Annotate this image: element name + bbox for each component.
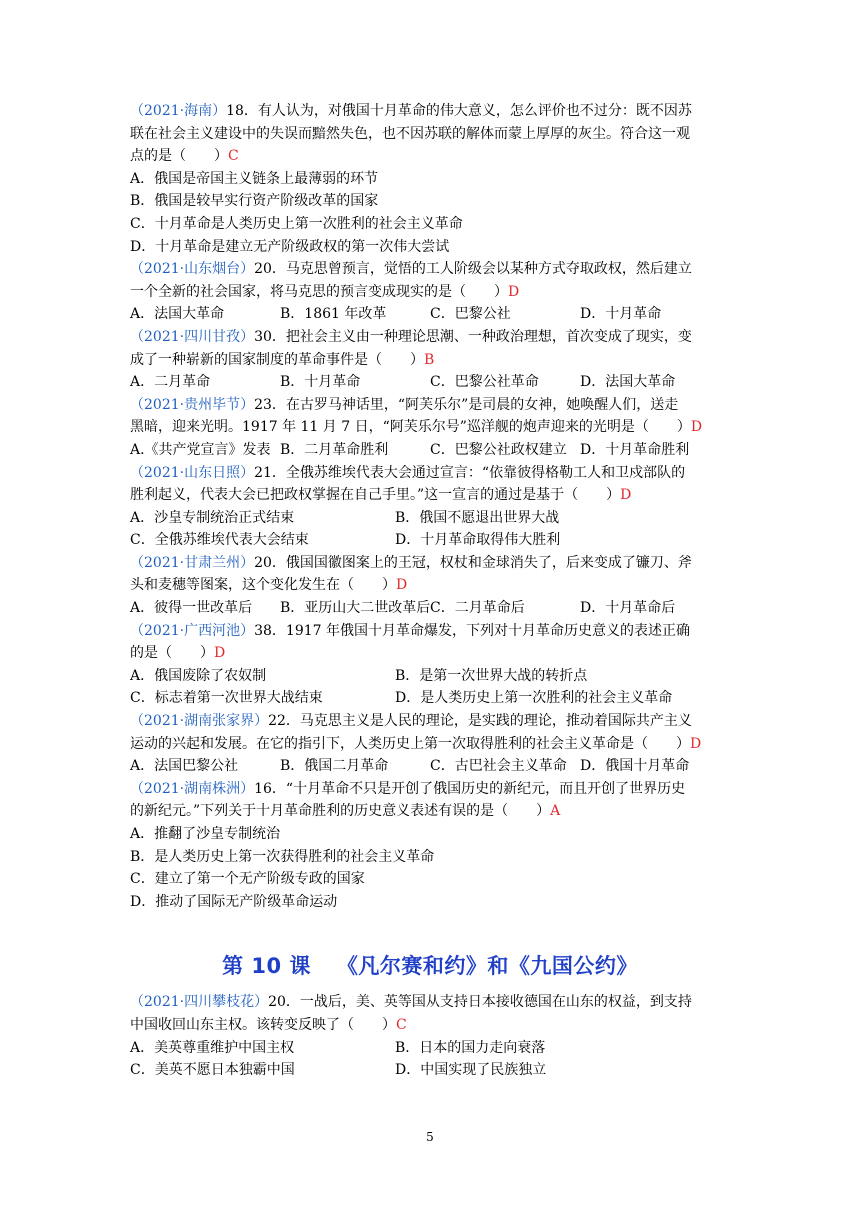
options-row <box>130 687 730 710</box>
question-stem-line <box>130 1014 730 1037</box>
question-source: （2021·湖南张家界） <box>130 713 269 730</box>
question-source: （2021·海南） <box>130 103 227 119</box>
question-source: （2021·甘肃兰州） <box>130 554 255 571</box>
option: D．十月革命后 <box>580 600 676 617</box>
answer-key: D <box>214 645 226 662</box>
option: C．全俄苏维埃代表大会结束 <box>130 532 309 549</box>
question-source: （2021·湖南株洲） <box>130 780 255 797</box>
option: B．二月革命胜利 <box>280 441 389 458</box>
options-row <box>130 755 730 778</box>
options-row <box>130 371 730 394</box>
question-stem-line <box>130 642 730 665</box>
question-text: 30．把社会主义由一种理论思潮、一种政治理想，首次变成了现实，变 <box>254 328 692 345</box>
question-text: 中国收回山东主权。该转变反映了（ ） <box>130 1016 396 1033</box>
option: B．是人类历史上第一次获得胜利的社会主义革命 <box>130 848 435 865</box>
option: D．十月革命 <box>580 306 662 323</box>
options-row <box>130 507 730 530</box>
question-stem-line <box>130 620 730 643</box>
option: D．是人类历史上第一次胜利的社会主义革命 <box>395 690 673 707</box>
question-stem-line <box>130 462 730 485</box>
question-source: （2021·广西河池） <box>130 622 255 639</box>
option: C．巴黎公社 <box>430 306 511 323</box>
answer-key: C <box>396 1016 407 1033</box>
question-text: 18．有人认为，对俄国十月革命的伟大意义，怎么评价也不过分：既不因苏 <box>226 103 692 119</box>
question-source: （2021·山东日照） <box>130 464 255 481</box>
option: C．二月革命后 <box>430 600 525 617</box>
question-text: 一个全新的社会国家，将马克思的预言变成现实的是（ ） <box>130 283 508 300</box>
answer-key: C <box>228 148 239 165</box>
option: A．推翻了沙皇专制统治 <box>130 826 281 842</box>
options-row <box>130 597 730 620</box>
question <box>130 326 730 394</box>
question-stem-line <box>130 394 730 417</box>
question-text: 联在社会主义建设中的失误而黯然失色，也不因苏联的解体而蒙上厚厚的灰尘。符合这一观 <box>130 125 690 142</box>
option: B．俄国二月革命 <box>280 758 389 775</box>
option: C．美英不愿日本独霸中国 <box>130 1062 295 1079</box>
page-number: 5 <box>426 1130 434 1144</box>
question-stem-line <box>130 326 730 349</box>
question-stem-line <box>130 574 730 597</box>
question-source: （2021·山东烟台） <box>130 261 255 278</box>
question-stem-line <box>130 416 730 439</box>
option: A．沙皇专制统治正式结束 <box>130 509 295 526</box>
option: C．古巴社会主义革命 <box>430 758 567 775</box>
question-text: 黑暗，迎来光明。1917 年 11 月 7 日，“阿芙乐尔号”巡洋舰的炮声迎来的光明是（ ） <box>130 419 691 436</box>
question-stem-line <box>130 145 730 168</box>
option: D．推动了国际无产阶级革命运动 <box>130 893 338 910</box>
option: A．彼得一世改革后 <box>130 600 253 617</box>
question-text: 20．马克思曾预言，觉悟的工人阶级会以某种方式夺取政权，然后建立 <box>254 261 692 278</box>
question-text: 运动的兴起和发展。在它的指引下，人类历史上第一次取得胜利的社会主义革命是（ ） <box>130 735 690 752</box>
options-row <box>130 439 730 462</box>
question-stem-line <box>130 991 730 1014</box>
option: B．1861 年改革 <box>280 306 387 323</box>
answer-key: D <box>690 735 702 752</box>
question-stem-line <box>130 733 730 756</box>
question-text: 21．全俄苏维埃代表大会通过宣言：“依靠彼得格勒工人和卫戍部队的 <box>254 464 686 481</box>
option: D．俄国十月革命 <box>580 758 690 775</box>
question-text: 20．俄国国徽图案上的王冠，权杖和金球消失了，后来变成了镰刀、斧 <box>254 554 692 571</box>
question-text: 22．马克思主义是人民的理论，是实践的理论，推动着国际共产主义 <box>268 713 692 730</box>
option: B．十月革命 <box>280 374 361 391</box>
option: D．十月革命取得伟大胜利 <box>395 532 561 549</box>
option: A．美英尊重维护中国主权 <box>130 1039 295 1056</box>
answer-key: B <box>424 351 435 368</box>
options-row <box>130 529 730 552</box>
question-stem-line <box>130 710 730 733</box>
option: B．俄国是较早实行资产阶级改革的国家 <box>130 193 379 210</box>
question-text: 38．1917 年俄国十月革命爆发，下列对十月革命历史意义的表述正确 <box>254 622 690 639</box>
question-source: （2021·四川甘孜） <box>130 328 255 345</box>
question <box>130 462 730 552</box>
answer-key: D <box>620 487 632 504</box>
option: D．中国实现了民族独立 <box>395 1062 547 1079</box>
question-text: 的新纪元。”下列关于十月革命胜利的历史意义表述有误的是（ ） <box>130 803 551 820</box>
options-row <box>130 303 730 326</box>
question-stem-line <box>130 258 730 281</box>
question-stem-line <box>130 484 730 507</box>
page-content <box>130 100 730 1082</box>
question-source: （2021·贵州毕节） <box>130 396 255 413</box>
answer-key: D <box>396 577 408 594</box>
question-text: 23．在古罗马神话里，“阿芙乐尔”是司晨的女神，她唤醒人们，送走 <box>254 396 679 413</box>
option: B．俄国不愿退出世界大战 <box>395 509 560 526</box>
question <box>130 620 730 710</box>
option: C．巴黎公社政权建立 <box>430 441 567 458</box>
question-stem-line <box>130 100 730 123</box>
question-text: 成了一种崭新的国家制度的革命事件是（ ） <box>130 351 424 368</box>
question <box>130 394 730 462</box>
question <box>130 552 730 620</box>
question-stem-line <box>130 778 730 801</box>
options-row <box>130 665 730 688</box>
option: C．十月革命是人类历史上第一次胜利的社会主义革命 <box>130 215 463 232</box>
option: C．标志着第一次世界大战结束 <box>130 690 323 707</box>
question-list <box>130 100 730 913</box>
question <box>130 991 730 1081</box>
options-row <box>130 1037 730 1060</box>
question-stem-line <box>130 281 730 304</box>
option: B．是第一次世界大战的转折点 <box>395 667 588 684</box>
question-source: （2021·四川攀枝花） <box>130 994 269 1011</box>
option: A.《共产党宣言》发表 <box>130 441 271 458</box>
question <box>130 778 730 914</box>
option: D．法国大革命 <box>580 374 676 391</box>
lesson-name: 《凡尔赛和约》和《九国公约》 <box>336 954 638 979</box>
option: A．二月革命 <box>130 374 211 391</box>
option: A．法国大革命 <box>130 306 225 323</box>
question-stem-line <box>130 800 730 823</box>
answer-key: D <box>690 419 703 436</box>
question-text: 头和麦穗等图案，这个变化发生在（ ） <box>130 577 396 594</box>
question-text: 20．一战后，美、英等国从支持日本接收德国在山东的权益，到支持 <box>268 994 692 1011</box>
lesson-title <box>130 951 730 981</box>
question-text: 点的是（ ） <box>130 148 228 165</box>
question-text: 16．“十月革命不只是开创了俄国历史的新纪元，而且开创了世界历史 <box>254 780 686 797</box>
option: A．法国巴黎公社 <box>130 758 239 775</box>
option: C．巴黎公社革命 <box>430 374 539 391</box>
option: C．建立了第一个无产阶级专政的国家 <box>130 871 365 888</box>
options-row <box>130 1059 730 1082</box>
question-stem-line <box>130 349 730 372</box>
question-stem-line <box>130 123 730 146</box>
question-stem-line <box>130 552 730 575</box>
question-list <box>130 991 730 1081</box>
question <box>130 100 730 258</box>
question-text: 的是（ ） <box>130 645 214 662</box>
option: D．十月革命胜利 <box>580 441 690 458</box>
answer-key: D <box>508 283 520 300</box>
question <box>130 710 730 778</box>
question <box>130 258 730 326</box>
option: B．日本的国力走向衰落 <box>395 1039 546 1056</box>
option: A．俄国废除了农奴制 <box>130 667 267 684</box>
question-text: 胜利起义，代表大会已把政权掌握在自己手里。”这一宣言的通过是基于（ ） <box>130 487 621 504</box>
lesson-number: 第 10 课 <box>222 954 311 979</box>
answer-key: A <box>550 803 561 820</box>
option: A．俄国是帝国主义链条上最薄弱的环节 <box>130 170 379 187</box>
option: D．十月革命是建立无产阶级政权的第一次伟大尝试 <box>130 238 450 255</box>
option: B．亚历山大二世改革后 <box>280 600 431 617</box>
